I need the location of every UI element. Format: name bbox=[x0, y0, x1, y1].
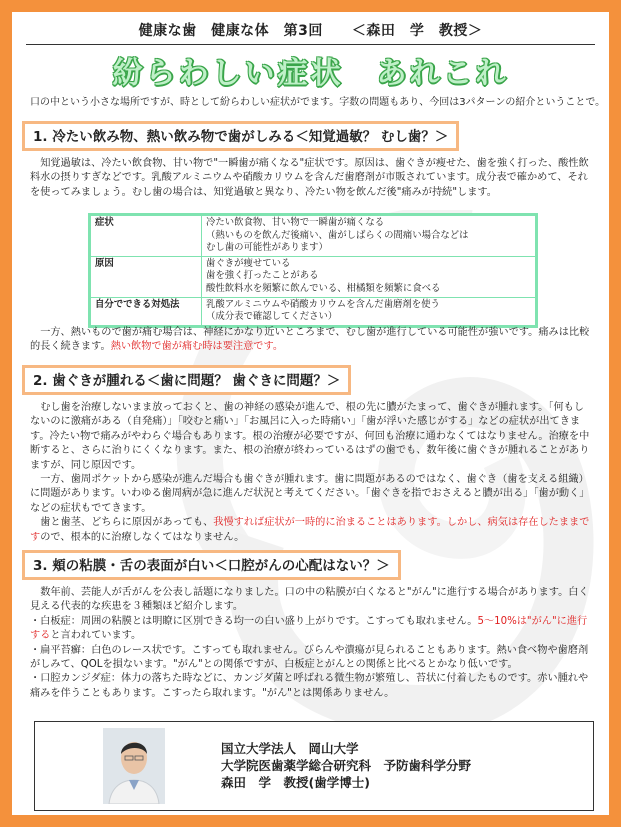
page-title: 紛らわしい症状 あれこれ bbox=[112, 56, 509, 91]
affiliation-university: 国立大学法人 岡山大学 bbox=[221, 741, 359, 756]
author-name: 森田 学 教授(歯学博士) bbox=[221, 775, 370, 790]
table-row-label: 原因 bbox=[90, 256, 202, 297]
section-2-paragraph-3-end: ので、根本的に治療しなくてはなりません。 bbox=[40, 531, 245, 543]
section-1-body bbox=[30, 157, 593, 200]
author-portrait-icon bbox=[103, 728, 165, 804]
orange-frame-right bbox=[609, 0, 621, 827]
section-3-item-candidiasis: ・口腔カンジダ症：体力の落ちた時などに、カンジダ菌と呼ばれる微生物が繁殖し、苔状に付着したものです。赤い腫れや痛みを伴うこともあります。こすったら取れます。"がん"とは関係ありません。 bbox=[30, 673, 589, 699]
table-row bbox=[90, 297, 537, 326]
table-row-content bbox=[202, 215, 537, 257]
table-line: 酸性飲料水を頻繁に飲んでいる、柑橘類を頻繁に食べる bbox=[206, 282, 441, 294]
section-2-paragraph-3-start: 歯と歯茎、どちらに原因があっても、 bbox=[40, 517, 214, 529]
symptom-table bbox=[88, 213, 538, 328]
section-3-item-lichen-planus: ・扁平苔癬：白色のレース状です。こすっても取れません。びらんや潰瘍が見られることもあります。熱い食べ物や歯磨剤がしみて、QOLを損ないます。"がん"との関係ですが、白板症とがんとの関係と比べるとかなり低いです。 bbox=[30, 644, 589, 671]
table-line: 歯ぐきが痩せている bbox=[206, 257, 291, 269]
section-2-paragraph-3 bbox=[30, 516, 593, 545]
table-row-content bbox=[202, 297, 537, 326]
table-line: むし歯の可能性があります） bbox=[206, 242, 328, 254]
author-profile-box bbox=[34, 721, 594, 811]
intro-text: 口の中という小さな場所ですが、時として紛らわしい症状がでます。字数の問題もあり、今回は3パターンの紹介ということで。 bbox=[30, 97, 606, 108]
item-text: ・白板症：周囲の粘膜とは明瞭に区別できる均一の白い盛り上がりです。こすっても取れません。 bbox=[30, 615, 478, 627]
section-1-paragraph-2 bbox=[30, 326, 593, 355]
section-2-body bbox=[30, 401, 593, 545]
section-1-heading: 1. 冷たい飲み物、熱い飲み物で歯がしみる＜知覚過敏？ むし歯？＞ bbox=[22, 121, 459, 151]
section-1-paragraph-1: 知覚過敏は、冷たい飲食物、甘い物で"一瞬歯が痛くなる"症状です。原因は、歯ぐきが痩せた、歯を強く打った、酸性飲料水の摂りすぎなどです。乳酸アルミニウムや硝酸カリウムを含んだ歯磨剤が市販されています。成分表で確かめて、それを使ってみましょう。むし歯の場合は、知覚過敏と異なり、冷たい物を飲んだ後"痛みが持続"します。 bbox=[30, 158, 589, 198]
section-2-heading: 2. 歯ぐきが腫れる＜歯に問題？ 歯ぐきに問題？＞ bbox=[22, 365, 351, 395]
orange-frame-left bbox=[0, 0, 12, 827]
table-line: 乳酸アルミニウムや硝酸カリウムを含んだ歯磨剤を使う bbox=[206, 298, 440, 310]
table-line: 冷たい飲食物、甘い物で一瞬歯が痛くなる bbox=[206, 217, 385, 228]
series-header: 健康な歯 健康な体 第3回 ＜森田 学 教授＞ bbox=[26, 20, 595, 45]
section-3-item-leukoplakia bbox=[30, 615, 593, 644]
section-3-warning: 5～10%は"がん"に進行する bbox=[30, 615, 588, 642]
table-row-content bbox=[202, 256, 537, 297]
author-photo bbox=[103, 728, 165, 804]
section-2-paragraph-1: むし歯を治療しないまま放っておくと、歯の神経の感染が進んで、根の先に膿がたまって、歯ぐきが腫れます。「何もしないのに激痛がある（自発痛）」「咬むと痛い」「お風呂に入った時痛い」「歯が浮いた感じがする」などの症状が出てきます。冷たい物で痛みがやわらぐ場合もあります。根の治療が必要ですが、何回も治療に通わなくてはなりません。治療を中断すると、さらに治りにくくなります。また、根の治療が終わっているはずの歯でも、数年後に歯ぐきが腫れることがありますが、同じ原因です。 bbox=[30, 402, 590, 471]
affiliation-department: 大学院医歯薬学総合研究科 予防歯科学分野 bbox=[221, 758, 472, 773]
section-1-body-2 bbox=[30, 326, 593, 355]
section-3-paragraph-1: 数年前、芸能人が舌がんを公表し話題になりました。口の中の粘膜が白くなると"がん"に進行する場合があります。白く見える代表的な疾患を３種類ほど紹介します。 bbox=[30, 587, 589, 613]
section-3-body bbox=[30, 586, 593, 701]
table-row bbox=[90, 215, 537, 257]
table-row-label: 症状 bbox=[90, 215, 202, 257]
section-1-paragraph-2-text: 一方、熱いもので歯が痛む場合は、神経にかなり近いところまで、むし歯が進行している可能性が強いです。痛みは比較的長く続きます。 bbox=[30, 327, 590, 353]
section-2-warning: 我慢すれば症状が一時的に治まることはあります。しかし、病気は存在したままです bbox=[30, 517, 590, 543]
section-3-heading: 3. 頬の粘膜・舌の表面が白い＜口腔がんの心配はない？＞ bbox=[22, 550, 401, 580]
orange-frame-bottom bbox=[0, 815, 621, 827]
table-line: （熱いものを飲んだ後痛い、歯がしばらくの間痛い場合などは bbox=[206, 229, 469, 241]
orange-frame-top bbox=[0, 0, 621, 12]
section-2-paragraph-2: 一方、歯周ポケットから感染が進んだ場合も歯ぐきが腫れます。歯に問題があるのではなく、歯ぐき（歯を支える組織）に問題があります。いわゆる歯周病が急に進んだ状況と考えてください。「歯ぐきを指でおさえると膿が出る」「歯が動く」などの症状もでてきます。 bbox=[30, 474, 590, 514]
table-row-label: 自分でできる対処法 bbox=[90, 297, 202, 326]
item-text-end: と言われています。 bbox=[50, 630, 142, 642]
section-1-warning: 熱い飲物で歯が痛む時は要注意です。 bbox=[110, 341, 284, 353]
table-line: 歯を強く打ったことがある bbox=[206, 270, 319, 282]
author-affiliation bbox=[221, 740, 471, 791]
table-line: （成分表で確認してください） bbox=[206, 311, 338, 323]
table-row bbox=[90, 256, 537, 297]
